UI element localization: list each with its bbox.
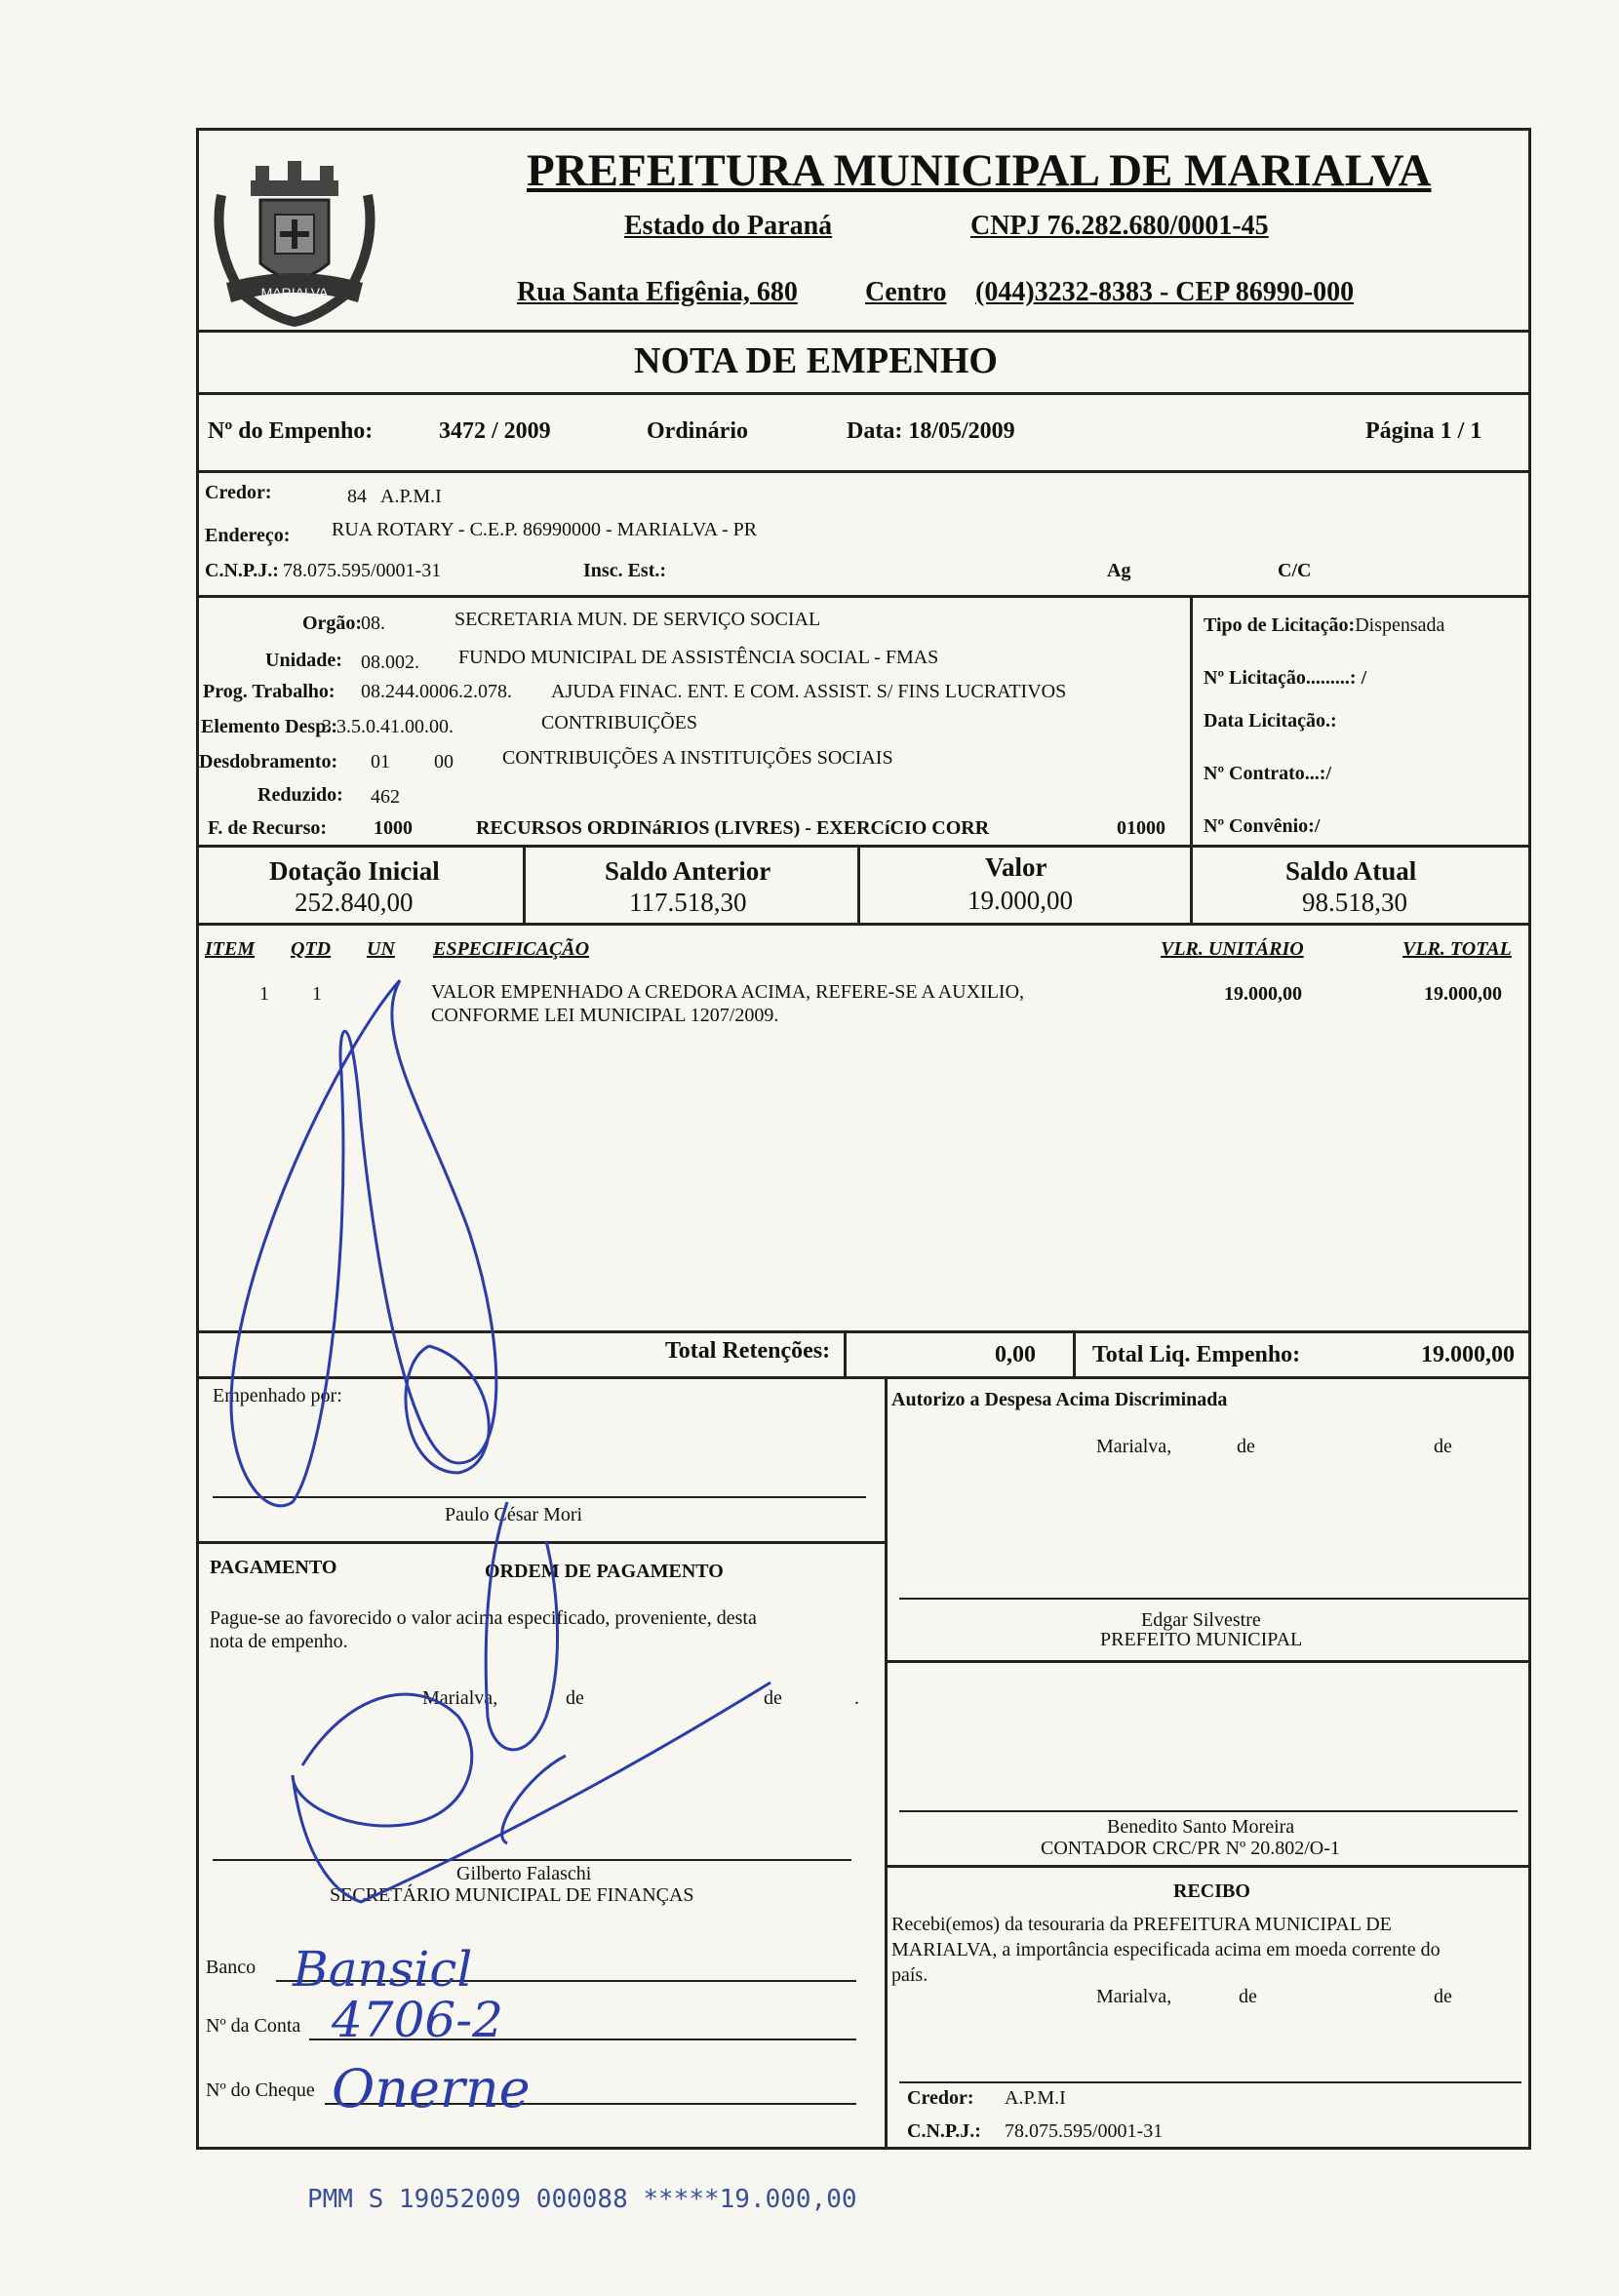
cc-label: C/C <box>1278 560 1312 581</box>
unidade-name: FUNDO MUNICIPAL DE ASSISTÊNCIA SOCIAL - FMAS <box>458 647 939 668</box>
autorizo-de2: de <box>1434 1436 1452 1457</box>
desd-label: Desdobramento: <box>199 751 338 772</box>
pagamento-de1: de <box>566 1687 584 1709</box>
autorizo-label: Autorizo a Despesa Acima Discriminada <box>891 1389 1228 1410</box>
autorizo-city: Marialva, <box>1096 1436 1172 1457</box>
pagamento-dot: . <box>854 1687 859 1709</box>
recurso-label: F. de Recurso: <box>208 817 328 839</box>
orgao-code: 08. <box>361 613 385 634</box>
licitacao-num: Nº Licitação.........: / <box>1204 667 1367 689</box>
conta-label: Nº da Conta <box>206 2015 301 2037</box>
licitacao-data: Data Licitação.: <box>1204 710 1337 732</box>
phone-cep: (044)3232-8383 - CEP 86990-000 <box>975 277 1355 307</box>
reduzido-label: Reduzido: <box>257 784 343 806</box>
seal-text: MARIALVA <box>260 285 329 300</box>
machine-stamp: PMM S 19052009 000088 *****19.000,00 <box>307 2185 857 2214</box>
dotacao-inicial-value: 252.840,00 <box>295 888 414 917</box>
elem-name: CONTRIBUIÇÕES <box>541 712 698 733</box>
page-number: Página 1 / 1 <box>1365 418 1482 444</box>
empenho-label: Nº do Empenho: <box>208 418 374 444</box>
ordem-pagamento: ORDEM DE PAGAMENTO <box>485 1561 724 1582</box>
orgao-label: Orgão: <box>302 613 363 634</box>
item-vlr-unitario: 19.000,00 <box>1224 983 1302 1005</box>
empenho-date: Data: 18/05/2009 <box>847 418 1015 444</box>
prefeito-name: Edgar Silvestre <box>1141 1609 1261 1631</box>
recurso-name: RECURSOS ORDINáRIOS (LIVRES) - EXERCíCIO CORR <box>476 817 990 839</box>
page-title: PREFEITURA MUNICIPAL DE MARIALVA <box>527 145 1432 196</box>
prog-label: Prog. Trabalho: <box>203 681 336 702</box>
prog-code: 08.244.0006.2.078. <box>361 681 512 702</box>
contador-role: CONTADOR CRC/PR Nº 20.802/O-1 <box>1041 1838 1340 1859</box>
pagamento-text-1: Pague-se ao favorecido o valor acima especificado, proveniente, desta <box>210 1607 757 1629</box>
insc-label: Insc. Est.: <box>583 560 667 581</box>
empenhado-label: Empenhado por: <box>213 1385 342 1406</box>
recibo-text-3: país. <box>891 1964 928 1986</box>
col-especificacao: ESPECIFICAÇÃO <box>433 938 590 960</box>
item-number: 1 <box>259 983 269 1005</box>
recibo-de1: de <box>1239 1986 1257 2007</box>
total-retencoes-label: Total Retenções: <box>665 1338 831 1364</box>
empenho-type: Ordinário <box>647 418 749 444</box>
item-espec-1: VALOR EMPENHADO A CREDORA ACIMA, REFERE-SE A AUXILIO, <box>431 981 1025 1003</box>
saldo-atual-label: Saldo Atual <box>1285 856 1417 886</box>
recurso-code: 1000 <box>374 817 413 839</box>
desd-name: CONTRIBUIÇÕES A INSTITUIÇÕES SOCIAIS <box>502 747 893 769</box>
pagamento-city: Marialva, <box>422 1687 498 1709</box>
secretario-name: Gilberto Falaschi <box>456 1863 592 1884</box>
valor-value: 19.000,00 <box>967 886 1073 915</box>
credor-name: A.P.M.I <box>380 486 442 507</box>
col-item: ITEM <box>205 938 256 960</box>
tipo-licitacao-label: Tipo de Licitação: <box>1204 614 1356 636</box>
cnpj-header: CNPJ 76.282.680/0001-45 <box>970 211 1269 241</box>
cnpj-label: C.N.P.J.: <box>205 560 279 581</box>
reduzido-code: 462 <box>371 786 400 808</box>
convenio: Nº Convênio:/ <box>1204 815 1321 837</box>
autorizo-de1: de <box>1237 1436 1255 1457</box>
conta-handwritten: 4706-2 <box>332 1992 503 2048</box>
recibo-text-1: Recebi(emos) da tesouraria da PREFEITURA MUNICIPAL DE <box>891 1914 1392 1935</box>
saldo-atual-value: 98.518,30 <box>1302 888 1407 917</box>
credor-address: RUA ROTARY - C.E.P. 86990000 - MARIALVA - PR <box>332 519 758 540</box>
recibo-title: RECIBO <box>1173 1880 1250 1902</box>
col-vlr-unitario: VLR. UNITÁRIO <box>1161 938 1304 960</box>
desd-code1: 01 <box>371 751 390 772</box>
tipo-licitacao: Dispensada <box>1355 614 1445 636</box>
address: Rua Santa Efigênia, 680 <box>517 277 798 307</box>
secretario-role: SECRETÁRIO MUNICIPAL DE FINANÇAS <box>330 1884 694 1906</box>
contador-name: Benedito Santo Moreira <box>1107 1816 1295 1838</box>
district: Centro <box>865 277 947 307</box>
banco-handwritten: Bansicl <box>293 1941 473 1998</box>
municipal-seal <box>202 137 387 332</box>
total-retencoes-value: 0,00 <box>995 1342 1036 1367</box>
pagamento-text-2: nota de empenho. <box>210 1631 348 1652</box>
pagamento-de2: de <box>764 1687 782 1709</box>
col-qtd: QTD <box>291 938 332 960</box>
recurso-code2: 01000 <box>1117 817 1165 839</box>
recibo-credor-label: Credor: <box>907 2087 974 2109</box>
saldo-anterior-value: 117.518,30 <box>629 888 747 917</box>
recibo-cnpj: 78.075.595/0001-31 <box>1005 2120 1164 2142</box>
valor-label: Valor <box>985 852 1047 882</box>
unidade-label: Unidade: <box>265 650 342 671</box>
total-liq-value: 19.000,00 <box>1421 1342 1515 1367</box>
item-qtd: 1 <box>312 983 322 1005</box>
empenhado-name: Paulo César Mori <box>445 1504 583 1525</box>
address-label: Endereço: <box>205 525 291 546</box>
recibo-de2: de <box>1434 1986 1452 2007</box>
recibo-text-2: MARIALVA, a importância especificada acima em moeda corrente do <box>891 1939 1441 1960</box>
orgao-name: SECRETARIA MUN. DE SERVIÇO SOCIAL <box>454 609 821 630</box>
credor-label: Credor: <box>205 482 272 503</box>
credor-code: 84 <box>347 486 367 507</box>
recibo-credor: A.P.M.I <box>1005 2087 1066 2109</box>
doc-title: NOTA DE EMPENHO <box>634 340 998 381</box>
recibo-cnpj-label: C.N.P.J.: <box>907 2120 981 2142</box>
empenho-number: 3472 / 2009 <box>439 418 551 444</box>
elem-label: Elemento Desp.: <box>201 716 337 737</box>
cheque-handwritten: Onerne <box>332 2058 531 2119</box>
unidade-code: 08.002. <box>361 652 419 673</box>
prefeito-role: PREFEITO MUNICIPAL <box>1100 1629 1303 1650</box>
state: Estado do Paraná <box>624 211 833 241</box>
col-vlr-total: VLR. TOTAL <box>1402 938 1512 960</box>
contrato: Nº Contrato...:/ <box>1204 763 1332 784</box>
prog-name: AJUDA FINAC. ENT. E COM. ASSIST. S/ FINS LUCRATIVOS <box>551 681 1067 702</box>
elem-code: 3.3.5.0.41.00.00. <box>322 716 454 737</box>
cheque-label: Nº do Cheque <box>206 2079 315 2101</box>
total-liq-label: Total Liq. Empenho: <box>1092 1342 1301 1367</box>
item-espec-2: CONFORME LEI MUNICIPAL 1207/2009. <box>431 1005 779 1026</box>
recibo-city: Marialva, <box>1096 1986 1172 2007</box>
pagamento-label: PAGAMENTO <box>210 1557 337 1578</box>
desd-code2: 00 <box>434 751 454 772</box>
credor-cnpj: 78.075.595/0001-31 <box>283 560 442 581</box>
banco-label: Banco <box>206 1957 257 1978</box>
dotacao-inicial-label: Dotação Inicial <box>269 856 440 886</box>
saldo-anterior-label: Saldo Anterior <box>605 856 771 886</box>
ag-label: Ag <box>1107 560 1131 581</box>
col-un: UN <box>367 938 395 960</box>
item-vlr-total: 19.000,00 <box>1424 983 1502 1005</box>
